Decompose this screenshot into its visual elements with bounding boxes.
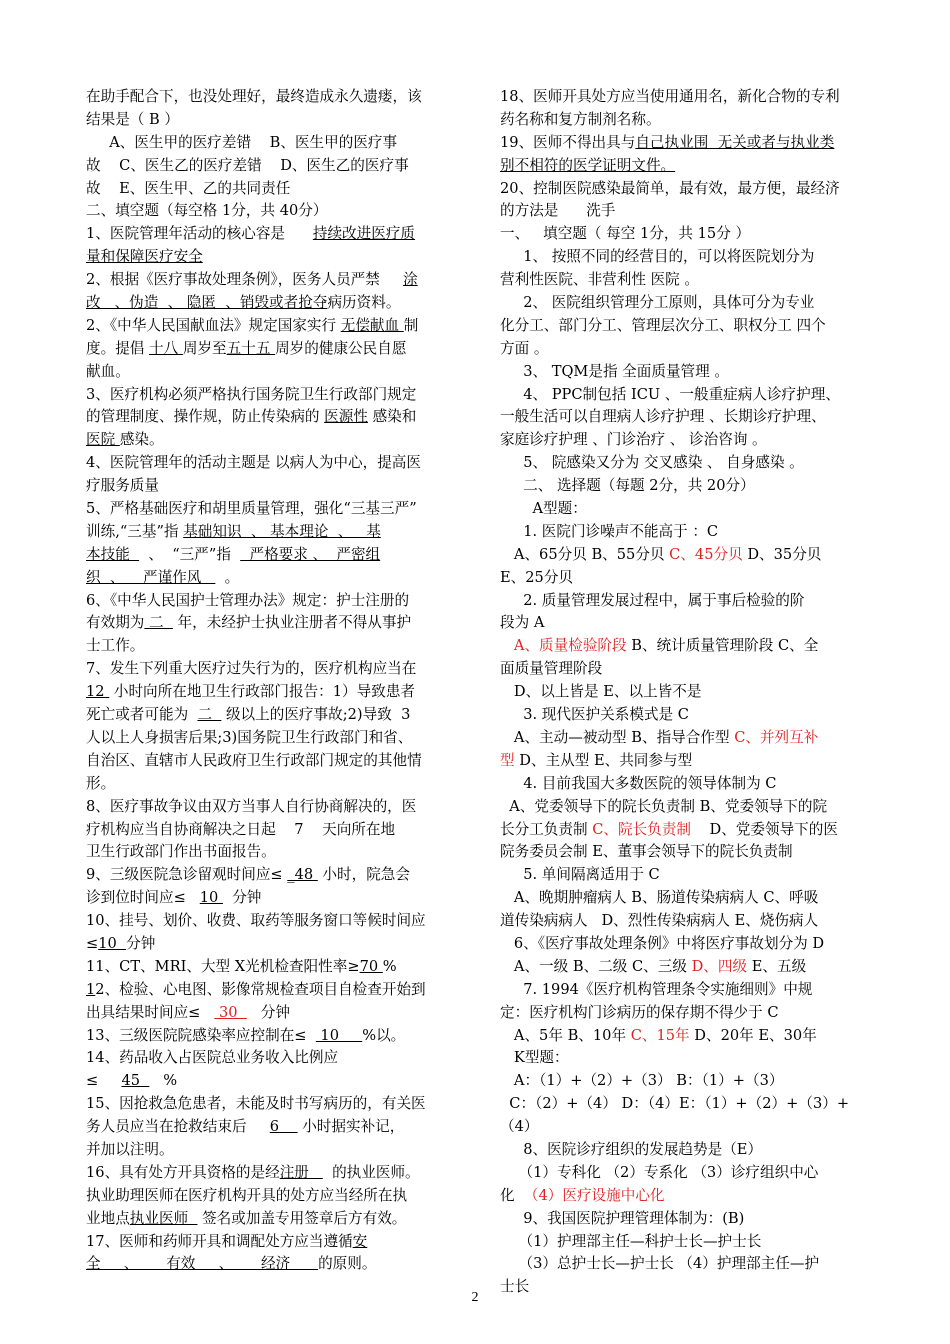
text-segment: 6、《中华人民国护士管理办法》规定：护士注册的 bbox=[86, 591, 410, 609]
text-line bbox=[500, 796, 880, 819]
text-line bbox=[86, 635, 466, 658]
answer-blank: 1 bbox=[86, 980, 96, 998]
text-segment: K型题： bbox=[500, 1049, 569, 1067]
text-segment: 疗机构应当自协商解决之日起 7 天向所在地 bbox=[86, 820, 396, 838]
text-line bbox=[500, 841, 880, 864]
text-line bbox=[86, 498, 466, 521]
text-line bbox=[500, 1231, 880, 1254]
text-segment: 形。 bbox=[86, 774, 116, 792]
text-line bbox=[500, 864, 880, 887]
text-line bbox=[86, 1162, 466, 1185]
text-segment: （1）护理部主任—科护士长—护士长 bbox=[500, 1232, 762, 1250]
text-segment: 故 C、医生乙的医疗差错 D、医生乙的医疗事 bbox=[86, 156, 409, 174]
text-line bbox=[86, 704, 466, 727]
text-line bbox=[86, 544, 466, 567]
text-line bbox=[86, 361, 466, 384]
text-line bbox=[500, 1208, 880, 1231]
text-line bbox=[86, 750, 466, 773]
text-segment: 6、《医疗事故处理条例》中将医疗事故划分为 D bbox=[500, 934, 825, 952]
text-segment: D、以上皆是 E、以上皆不是 bbox=[500, 683, 702, 701]
text-segment: 死亡或者可能为 bbox=[86, 706, 198, 724]
text-line bbox=[500, 200, 880, 223]
text-line bbox=[500, 86, 880, 109]
text-line bbox=[86, 1070, 466, 1093]
text-line bbox=[500, 109, 880, 132]
answer-blank: 自己执业围 无关或者与执业类 bbox=[635, 133, 835, 151]
text-segment: 8、医院诊疗组织的发展趋势是（E） bbox=[500, 1140, 763, 1158]
text-segment: D、党委领导下的医 bbox=[695, 820, 838, 838]
text-segment: 并加以注明。 bbox=[86, 1140, 174, 1158]
text-segment: B、统计质量管理阶段 C、全 bbox=[631, 637, 819, 655]
text-segment: 在助手配合下，也没处理好，最终造成永久遗瘘，该 bbox=[86, 88, 422, 105]
text-segment: 度。提倡 bbox=[86, 339, 150, 357]
text-segment: 分钟 bbox=[222, 889, 262, 907]
text-segment: 签名或加盖专用签章后方有效。 bbox=[197, 1209, 407, 1227]
text-line bbox=[86, 567, 466, 590]
answer-blank: 持续改进医疗质 bbox=[312, 225, 416, 243]
text-line bbox=[86, 475, 466, 498]
text-line bbox=[500, 178, 880, 201]
answer-blank: _48 bbox=[287, 866, 318, 884]
text-line bbox=[500, 887, 880, 910]
text-line bbox=[86, 796, 466, 819]
text-segment: 4、医院管理年的活动主题是 以病人为中心，提高医 bbox=[86, 454, 421, 472]
page-number: 2 bbox=[471, 1290, 479, 1305]
text-line bbox=[500, 590, 880, 613]
text-line bbox=[86, 979, 466, 1002]
left-column bbox=[86, 86, 466, 1276]
text-segment: 小时向所在地卫生行政部门报告：1）导致患者 bbox=[109, 683, 416, 701]
text-segment: D、35分贝 bbox=[747, 545, 822, 563]
text-segment: 小时据实补记， bbox=[297, 1118, 405, 1136]
text-segment: 士长 bbox=[500, 1278, 530, 1296]
text-line bbox=[500, 315, 880, 338]
text-segment: 1、 按照不同的经营目的，可以将医院划分为 bbox=[500, 248, 815, 266]
text-line bbox=[500, 1185, 880, 1208]
text-line bbox=[86, 910, 466, 933]
text-segment bbox=[500, 637, 514, 654]
text-line bbox=[500, 1002, 880, 1025]
text-segment: 献血。 bbox=[86, 362, 130, 380]
text-segment: 2、《中华人民国献血法》规定国家实行 bbox=[86, 316, 341, 334]
text-line bbox=[86, 155, 466, 178]
text-segment: 训练,“三基”指 bbox=[86, 522, 184, 540]
text-line bbox=[86, 429, 466, 452]
text-line bbox=[86, 1139, 466, 1162]
text-segment: 二、填空题（每空格 1分，共 40分） bbox=[86, 202, 328, 220]
text-segment: 19、医师不得出具与 bbox=[500, 133, 636, 151]
text-line bbox=[86, 1208, 466, 1231]
text-segment: 段为 A bbox=[500, 614, 545, 632]
text-line bbox=[500, 1162, 880, 1185]
text-line bbox=[500, 658, 880, 681]
text-line bbox=[500, 223, 880, 246]
text-segment: 13、三级医院院感染率应控制在≤ bbox=[86, 1026, 316, 1044]
text-segment: 有效期为 bbox=[86, 614, 145, 632]
highlighted-answer: A、质量检验阶段 bbox=[513, 637, 632, 655]
text-line bbox=[86, 246, 466, 269]
text-line bbox=[500, 1253, 880, 1276]
text-segment: （1）专科化 （2）专系化 （3）诊疗组织中心 bbox=[500, 1163, 819, 1181]
text-segment: C：（2）+（4） D：（4）E：（1）+（2）+（3）+ bbox=[500, 1095, 850, 1113]
text-segment: 业地点 bbox=[86, 1209, 130, 1227]
text-segment: 道传染病病人 D、烈性传染病病人 E、烧伤病人 bbox=[500, 912, 819, 930]
answer-blank: 别不相符的医学证明文件。 bbox=[500, 156, 676, 174]
text-line bbox=[86, 132, 466, 155]
answer-blank: 二 bbox=[197, 706, 222, 724]
text-segment: 执业助理医师在医疗机构开具的处方应当经所在执 bbox=[86, 1186, 408, 1204]
text-segment: A、65分贝 B、55分贝 bbox=[500, 545, 670, 563]
text-segment: 的管理制度、操作规，防止传染病的 bbox=[86, 408, 325, 426]
text-line bbox=[500, 406, 880, 429]
text-segment: 的方法是 洗手 bbox=[500, 202, 616, 220]
text-segment: 自治区、直辖市人民政府卫生行政部门规定的其他情 bbox=[86, 751, 422, 769]
text-segment: 4. 目前我国大多数医院的领导体制为 C bbox=[500, 774, 777, 792]
text-line bbox=[500, 1070, 880, 1093]
text-line bbox=[500, 819, 880, 842]
text-line bbox=[86, 933, 466, 956]
answer-blank: 改 、伪造 、 隐匿 、销毁或者抢夺 bbox=[86, 294, 328, 312]
answer-blank: 无偿献血 bbox=[340, 316, 404, 334]
text-line bbox=[500, 979, 880, 1002]
text-segment: A型题： bbox=[500, 500, 587, 518]
text-line bbox=[86, 86, 466, 109]
text-segment: 周岁的健康公民自愿 bbox=[275, 339, 407, 357]
text-segment: 15、因抢救急危患者，未能及时书写病历的，有关医 bbox=[86, 1095, 426, 1113]
text-segment: %以。 bbox=[362, 1026, 406, 1044]
text-line bbox=[86, 1093, 466, 1116]
text-segment: 面质量管理阶段 bbox=[500, 660, 603, 678]
text-segment: 、 “三严”指 bbox=[139, 545, 241, 563]
answer-blank: 五十五 bbox=[226, 339, 276, 357]
text-segment: 3、医疗机构必须严格执行国务院卫生行政部门规定 bbox=[86, 385, 417, 403]
text-segment: 出具结果时间应≤ bbox=[86, 1003, 215, 1021]
text-line bbox=[86, 1047, 466, 1070]
text-segment: 人以上人身损害后果;3)国务院卫生行政部门和省、 bbox=[86, 728, 413, 746]
text-segment: 2、根据《医疗事故处理条例》，医务人员严禁 bbox=[86, 271, 404, 289]
text-line bbox=[86, 1025, 466, 1048]
text-line bbox=[86, 223, 466, 246]
text-line bbox=[86, 452, 466, 475]
text-line bbox=[86, 338, 466, 361]
text-line bbox=[86, 612, 466, 635]
answer-blank: 十八 bbox=[149, 339, 183, 357]
text-line bbox=[86, 200, 466, 223]
text-segment: 营利性医院、非营利性 医院 。 bbox=[500, 271, 699, 289]
text-line bbox=[500, 750, 880, 773]
text-segment: 二、 选择题（每题 2分，共 20分） bbox=[500, 477, 755, 495]
text-line bbox=[500, 544, 880, 567]
text-line bbox=[86, 658, 466, 681]
text-segment: 。 bbox=[215, 568, 240, 586]
text-line bbox=[500, 155, 880, 178]
text-line bbox=[500, 910, 880, 933]
text-line bbox=[500, 246, 880, 269]
text-segment: 5、严格基础医疗和胡里质量管理，强化“三基三严” bbox=[86, 500, 417, 518]
text-segment: 分钟 bbox=[126, 934, 156, 952]
text-segment: 制 bbox=[403, 316, 419, 334]
text-line bbox=[500, 635, 880, 658]
highlighted-answer: 型 bbox=[500, 751, 515, 769]
text-line bbox=[86, 841, 466, 864]
text-segment: ≤ bbox=[86, 1072, 122, 1090]
text-segment: A、5年 B、10年 bbox=[500, 1026, 631, 1044]
text-line bbox=[500, 681, 880, 704]
text-segment: A、主动—被动型 B、指导合作型 bbox=[500, 728, 735, 746]
text-line bbox=[86, 590, 466, 613]
answer-blank: 10 bbox=[315, 1026, 363, 1044]
text-segment: 3、 TQM是指 全面质量管理 。 bbox=[500, 362, 729, 380]
text-line bbox=[500, 612, 880, 635]
text-segment: % bbox=[149, 1072, 178, 1090]
text-line bbox=[86, 681, 466, 704]
text-segment: 8、医疗事故争议由双方当事人自行协商解决的，医 bbox=[86, 797, 417, 815]
text-segment: 1. 医院门诊噪声不能高于 ：C bbox=[500, 522, 719, 540]
text-segment: 结果是（ B ） bbox=[86, 110, 179, 128]
text-line bbox=[500, 384, 880, 407]
highlighted-answer: C、并列互补 bbox=[734, 728, 819, 746]
answer-blank: 织 、 严谨作风 bbox=[86, 568, 216, 586]
answer-blank: 严格要求 、 严密组 bbox=[240, 545, 381, 563]
highlighted-answer: C、院长负责制 bbox=[592, 820, 696, 838]
text-segment: 故 E、医生甲、乙的共同责任 bbox=[86, 179, 291, 197]
text-segment: 家庭诊疗护理 、门诊治疗 、 诊治咨询 。 bbox=[500, 431, 767, 449]
text-segment: 药名称和复方制剂名称。 bbox=[500, 110, 661, 128]
highlighted-answer: D、四级 bbox=[691, 957, 752, 975]
text-line bbox=[500, 704, 880, 727]
text-line bbox=[86, 864, 466, 887]
text-segment: 务人员应当在抢救结束后 bbox=[86, 1118, 270, 1136]
text-segment: 17、医师和药师开具和调配处方应当遵循 bbox=[86, 1232, 353, 1250]
text-line bbox=[86, 773, 466, 796]
answer-blank: 30 bbox=[214, 1003, 247, 1021]
text-line bbox=[500, 567, 880, 590]
right-column bbox=[500, 86, 880, 1299]
answer-blank: 执业医师 bbox=[129, 1209, 198, 1227]
text-segment: E、五级 bbox=[751, 957, 807, 975]
text-segment: 9、我国医院护理管理体制为：(B) bbox=[500, 1209, 745, 1227]
answer-blank: 12 bbox=[86, 683, 110, 701]
text-line bbox=[500, 933, 880, 956]
answer-blank: 安 bbox=[352, 1232, 368, 1250]
text-segment: 的执业医师。 bbox=[322, 1163, 420, 1181]
text-segment: 周岁至 bbox=[182, 339, 227, 357]
text-line bbox=[86, 269, 466, 292]
answer-blank: 涂 bbox=[403, 271, 418, 289]
highlighted-answer: C、45分贝 bbox=[669, 545, 748, 563]
text-segment: 3. 现代医护关系模式是 C bbox=[500, 706, 689, 724]
answer-blank: 70 bbox=[359, 957, 383, 975]
text-line bbox=[86, 1002, 466, 1025]
text-segment: 感染。 bbox=[119, 431, 164, 449]
answer-blank: 10 bbox=[199, 889, 223, 907]
text-line bbox=[86, 406, 466, 429]
text-line bbox=[500, 773, 880, 796]
text-segment: 11、CT、MRI、大型 X光机检查阳性率≥ bbox=[86, 957, 360, 975]
text-segment: D、主从型 E、共同参与型 bbox=[514, 751, 693, 769]
text-line bbox=[500, 475, 880, 498]
text-line bbox=[86, 1231, 466, 1254]
answer-blank: 6 bbox=[269, 1118, 298, 1136]
text-line bbox=[500, 1116, 880, 1139]
text-segment: 5、 院感染又分为 交叉感染 、 自身感染 。 bbox=[500, 454, 804, 472]
text-line bbox=[500, 338, 880, 361]
text-line bbox=[86, 178, 466, 201]
answer-blank: 注册 bbox=[279, 1163, 323, 1181]
answer-blank: 医院 bbox=[86, 431, 120, 449]
answer-blank: 全 、 有效 、 经济 bbox=[86, 1255, 319, 1273]
text-segment: 7. 1994《医疗机构管理条令实施细则》中规 bbox=[500, 980, 813, 998]
text-line bbox=[500, 956, 880, 979]
text-segment: 18、医师开具处方应当使用通用名，新化合物的专利 bbox=[500, 88, 840, 105]
text-segment: 20、控制医院感染最简单，最有效，最方便，最经济 bbox=[500, 179, 840, 197]
text-segment: 一般生活可以自理病人诊疗护理 、长期诊疗护理、 bbox=[500, 408, 826, 426]
text-segment: 长分工负责制 bbox=[500, 820, 593, 838]
text-segment: （3）总护士长—护士长 （4）护理部主任—护 bbox=[500, 1255, 820, 1273]
text-segment: 士工作。 bbox=[86, 637, 145, 655]
answer-blank: 基础知识 、 基本理论 、 基 bbox=[183, 522, 381, 540]
text-line bbox=[86, 727, 466, 750]
answer-blank: 医源性 bbox=[324, 408, 368, 426]
text-segment: 化 bbox=[500, 1186, 524, 1204]
text-line bbox=[500, 1025, 880, 1048]
answer-blank: 10 bbox=[98, 934, 127, 952]
text-segment: A、医生甲的医疗差错 B、医生甲的医疗事 bbox=[86, 133, 398, 151]
text-segment: 2. 质量管理发展过程中，属于事后检验的阶 bbox=[500, 591, 805, 609]
text-line bbox=[86, 109, 466, 132]
text-segment: 定：医疗机构门诊病历的保存期不得少于 C bbox=[500, 1003, 779, 1021]
text-segment: % bbox=[382, 957, 397, 975]
text-segment: A：（1）+（2）+（3） B：（1）+（3） bbox=[500, 1072, 784, 1090]
text-segment: E、25分贝 bbox=[500, 568, 574, 586]
text-line bbox=[86, 1185, 466, 1208]
text-segment: 年，未经护士执业注册者不得从事护 bbox=[172, 614, 412, 632]
text-segment: 化分工、部门分工、管理层次分工、职权分工 四个 bbox=[500, 316, 826, 334]
text-segment: D、20年 E、30年 bbox=[694, 1026, 817, 1044]
answer-blank: 本技能 bbox=[86, 545, 140, 563]
answer-blank: 45 bbox=[121, 1072, 150, 1090]
text-segment: 10、挂号、划价、收费、取药等服务窗口等候时间应 bbox=[86, 912, 426, 930]
text-segment: 9、三级医院急诊留观时间应≤ bbox=[86, 866, 288, 884]
text-line bbox=[500, 498, 880, 521]
text-segment: 小时，院急会 bbox=[317, 866, 410, 884]
text-line bbox=[500, 1139, 880, 1162]
text-segment: （4） bbox=[500, 1118, 539, 1136]
text-segment: 16、具有处方开具资格的是经 bbox=[86, 1163, 280, 1181]
text-line bbox=[86, 384, 466, 407]
text-line bbox=[500, 1093, 880, 1116]
text-line bbox=[500, 132, 880, 155]
text-segment: 4、 PPC制包括 ICU 、一般重症病人诊疗护理、 bbox=[500, 385, 840, 403]
text-line bbox=[86, 315, 466, 338]
text-line bbox=[500, 429, 880, 452]
text-segment: 的原则。 bbox=[318, 1255, 377, 1273]
text-line bbox=[86, 1116, 466, 1139]
text-segment: 院务委员会制 E、董事会领导下的院长负责制 bbox=[500, 843, 793, 861]
text-line bbox=[86, 1253, 466, 1276]
answer-blank: 二 bbox=[144, 614, 173, 632]
text-segment: A、党委领导下的院长负责制 B、党委领导下的院 bbox=[500, 797, 828, 815]
text-segment: 级以上的医疗事故;2)导致 3 bbox=[221, 706, 411, 724]
text-segment: 方面 。 bbox=[500, 339, 549, 357]
text-segment: A、一级 B、二级 C、三级 bbox=[500, 957, 692, 975]
text-segment: 一、 填空题（ 每空 1分，共 15分 ） bbox=[500, 225, 751, 243]
text-line bbox=[500, 452, 880, 475]
text-line bbox=[500, 361, 880, 384]
text-segment: 1、医院管理年活动的核心容是 bbox=[86, 225, 313, 243]
text-line bbox=[500, 292, 880, 315]
text-line bbox=[500, 727, 880, 750]
text-line bbox=[86, 521, 466, 544]
text-line bbox=[86, 956, 466, 979]
text-line bbox=[500, 269, 880, 292]
text-segment: 2、 医院组织管理分工原则，具体可分为专业 bbox=[500, 294, 815, 312]
text-segment: 2、检验、心电图、影像常规检查项目自检查开始到 bbox=[95, 980, 426, 998]
text-line bbox=[86, 887, 466, 910]
text-segment: 5. 单间隔离适用于 C bbox=[500, 866, 660, 884]
text-segment: ≤ bbox=[86, 934, 99, 952]
text-line bbox=[500, 521, 880, 544]
text-segment: 14、药品收入占医院总业务收入比例应 bbox=[86, 1049, 339, 1067]
text-segment: 疗服务质量 bbox=[86, 477, 159, 495]
text-line bbox=[500, 1047, 880, 1070]
highlighted-answer: （4）医疗设施中心化 bbox=[523, 1186, 665, 1204]
text-segment: 诊到位时间应≤ bbox=[86, 889, 200, 907]
text-segment: 7、发生下列重大医疗过失行为的，医疗机构应当在 bbox=[86, 660, 417, 678]
text-segment: 感染和 bbox=[367, 408, 417, 426]
highlighted-answer: C、15年 bbox=[630, 1026, 695, 1044]
text-segment: 分钟 bbox=[246, 1003, 290, 1021]
text-line bbox=[86, 819, 466, 842]
text-segment: 病历资料。 bbox=[327, 294, 401, 312]
text-segment: 卫生行政部门作出书面报告。 bbox=[86, 843, 276, 861]
text-segment: A、晚期肿瘤病人 B、肠道传染病病人 C、呼吸 bbox=[500, 889, 819, 907]
answer-blank: 量和保障医疗安全 bbox=[86, 248, 203, 266]
text-line bbox=[86, 292, 466, 315]
